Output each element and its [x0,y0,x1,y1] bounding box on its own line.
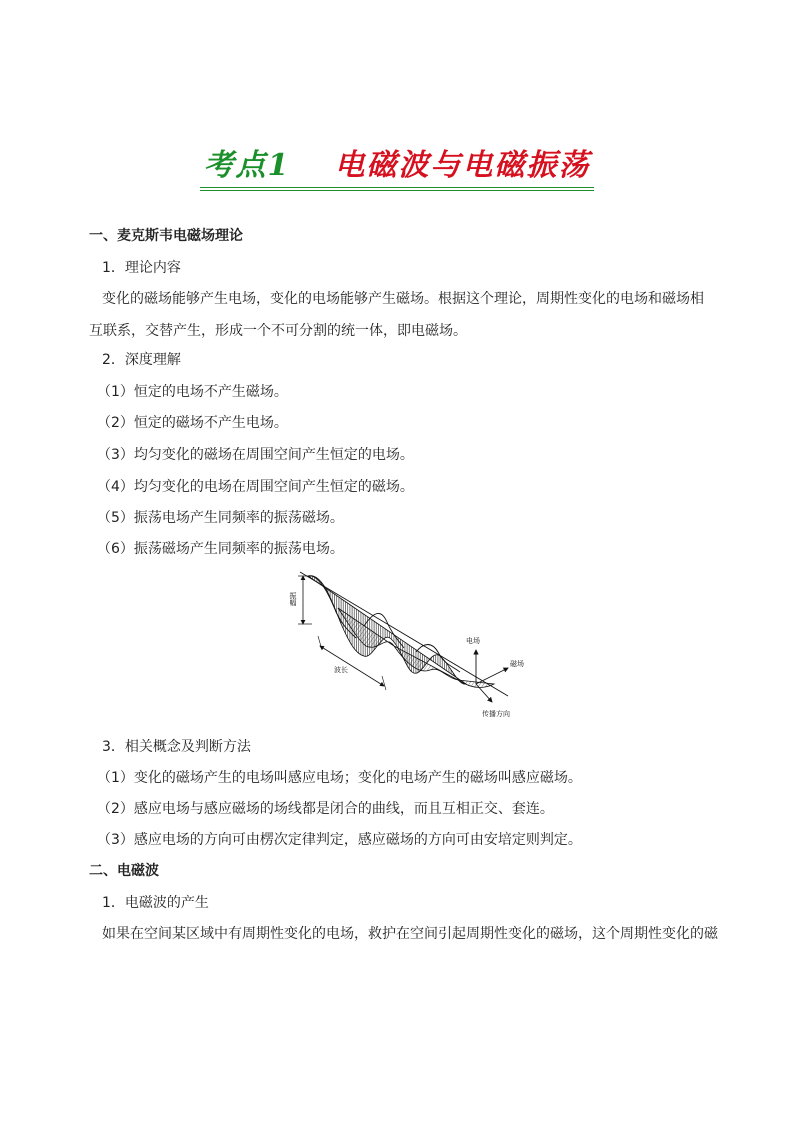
label-electric-field: 电场 [466,637,480,645]
magnetic-axis-arrow [476,668,508,684]
list-item: （3）感应电场的方向可由楞次定律判定，感应磁场的方向可由安培定则判定。 [97,832,582,848]
label-magnetic-field: 磁场 [510,660,524,668]
wavelength-arrow [320,646,384,686]
list-item: （6）振荡磁场产生同频率的振荡电场。 [97,541,344,557]
title-topic-number: 考点1 [203,148,291,183]
subheading-related-concepts: 3．相关概念及判断方法 [102,739,251,755]
page-title [200,140,595,191]
paragraph-em-wave-generation: 如果在空间某区域中有周期性变化的电场，救护在空间引起周期性变化的磁场，这个周期性变化的磁 [102,926,718,942]
em-wave-diagram [290,568,530,724]
label-amplitude: 振幅 [289,592,297,606]
electric-field-wave [308,576,466,684]
title-topic-name: 电磁波与电磁振荡 [334,148,591,183]
list-item: （3）均匀变化的磁场在周围空间产生恒定的电场。 [97,447,414,463]
paragraph-theory-content: 变化的磁场能够产生电场，变化的电场能够产生磁场。根据这个理论，周期性变化的电场和磁场相互联系，交替产生，形成一个不可分割的统一体，即电磁场。 [89,291,704,339]
list-item: （5）振荡电场产生同频率的振荡磁场。 [97,510,344,526]
section-heading-em-wave: 二、电磁波 [89,863,159,879]
list-item: （1）恒定的电场不产生磁场。 [97,384,288,400]
list-item: （2）恒定的磁场不产生电场。 [97,415,288,431]
list-item: （4）均匀变化的电场在周围空间产生恒定的磁场。 [97,479,414,495]
subheading-theory-content: 1．理论内容 [102,260,181,276]
label-wavelength: 波长 [334,666,348,674]
subheading-deep-understanding: 2．深度理解 [102,352,181,368]
list-item: （1）变化的磁场产生的电场叫感应电场；变化的电场产生的磁场叫感应磁场。 [97,770,582,786]
list-item: （2）感应电场与感应磁场的场线都是闭合的曲线，而且互相正交、套连。 [97,801,554,817]
propagation-axis [300,572,508,696]
subheading-em-wave-generation: 1．电磁波的产生 [102,895,209,911]
section-heading-maxwell: 一、麦克斯韦电磁场理论 [89,228,243,244]
title-block [0,140,794,191]
label-propagation-direction: 传播方向 [482,710,510,718]
